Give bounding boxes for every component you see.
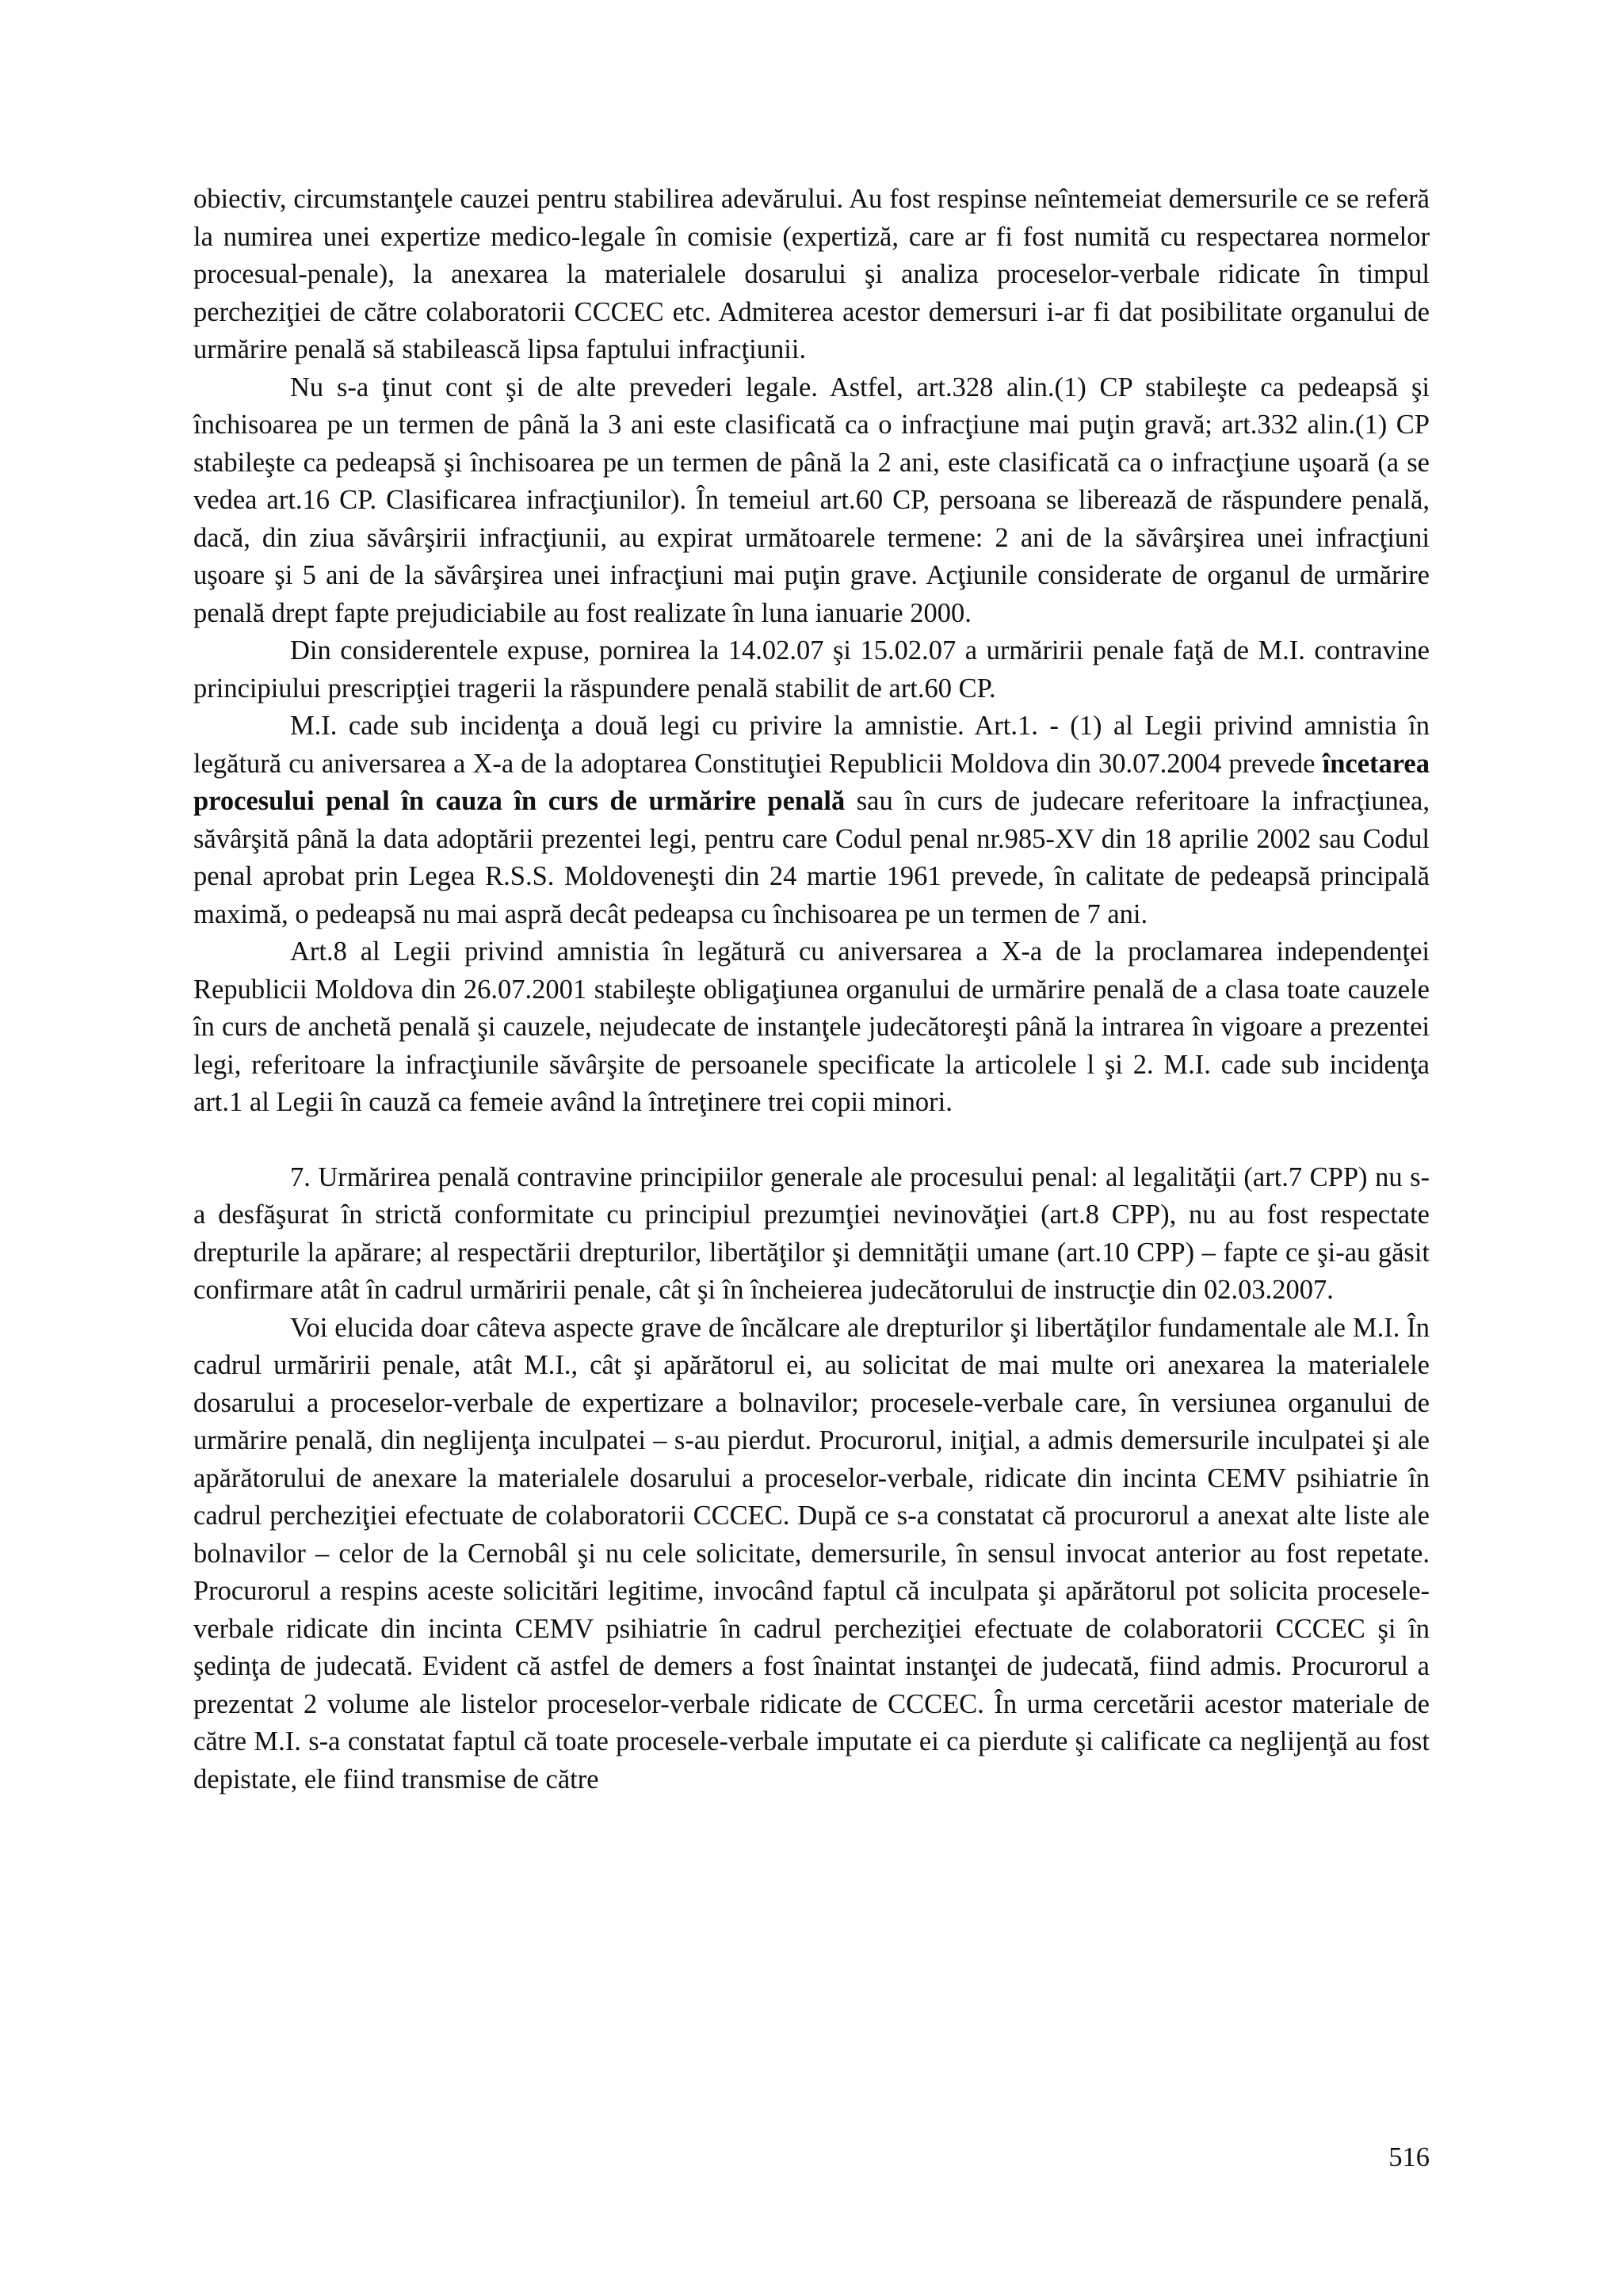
paragraph-6: 7. Urmărirea penală contravine principiilor generale ale procesului penal: al legalităţii (art.7 CPP) nu s-a desfăşurat în strictă conformitate cu principiul prezumţiei nevinovăţiei (art.8 CPP), nu au fost respectate drepturile la apărare; al respectării drepturilor, libertăţilor şi demnităţii umane (art.10 CPP) – fapte ce şi-au găsit confirmare atât în cadrul urmăririi penale, cât şi în încheierea judecătorului de instrucţie din 02.03.2007. <box>193 1161 1430 1305</box>
page-number: 516 <box>1388 2142 1430 2172</box>
document-body <box>193 181 1430 1798</box>
paragraph-2: Nu s-a ţinut cont şi de alte prevederi legale. Astfel, art.328 alin.(1) CP stabileşte ca pedeapsă şi închisoarea pe un termen de până la 3 ani este clasificată ca o infracţiune mai puţin gravă; art.332 alin.(1) CP stabileşte ca pedeapsă şi închisoarea pe un termen de până la 2 ani, este clasificată ca o infracţiune uşoară (a se vedea art.16 CP. Clasificarea infracţiunilor). În temeiul art.60 CP, persoana se liberează de răspundere penală, dacă, din ziua săvârşirii infracţiunii, au expirat următoarele termene: 2 ani de la săvârşirea unei infracţiuni uşoare şi 5 ani de la săvârşirea unei infracţiuni mai puţin grave. Acţiunile considerate de organul de urmărire penală drept fapte prejudiciabile au fost realizate în luna ianuarie 2000. <box>193 372 1430 628</box>
paragraph-5: Art.8 al Legii privind amnistia în legătură cu aniversarea a X-a de la proclamarea independenţei Republicii Moldova din 26.07.2001 stabileşte obligaţiunea organului de urmărire penală de a clasa toate cauzele în curs de anchetă penală şi cauzele, nejudecate de instanţele judecătoreşti până la intrarea în vigoare a prezentei legi, referitoare la infracţiunile săvârşite de persoanele specificate la articolele l şi 2. M.I. cade sub incidenţa art.1 al Legii în cauză ca femeie având la întreţinere trei copii minori. <box>193 936 1430 1117</box>
paragraph-4-text-before: M.I. cade sub incidenţa a două legi cu privire la amnistie. Art.1. - (1) al Legii privind amnistia în legătură cu aniversarea a X-a de la adoptarea Constituţiei Republicii Moldova din 30.07.2004 prevede <box>193 711 1430 779</box>
paragraph-7: Voi elucida doar câteva aspecte grave de încălcare ale drepturilor şi libertăţilor fundamentale ale M.I. În cadrul urmăririi penale, atât M.I., cât şi apărătorul ei, au solicitat de mai multe ori anexarea la materialele dosarului a proceselor-verbale de expertizare a bolnavilor; procesele-verbale care, în versiunea organului de urmărire penală, din neglijenţa inculpatei – s-au pierdut. Procurorul, iniţial, a admis demersurile inculpatei şi ale apărătorului de anexare la materialele dosarului a proceselor-verbale, ridicate din incinta CEMV psihiatrie în cadrul percheziţiei efectuate de colaboratorii CCCEC. După ce s-a constatat că procurorul a anexat alte liste ale bolnavilor – celor de la Cernobâl şi nu cele solicitate, demersurile, în sensul invocat anterior au fost repetate. Procurorul a respins aceste solicitări legitime, invocând faptul că inculpata şi apărătorul pot solicita procesele-verbale ridicate din incinta CEMV psihiatrie în cadrul percheziţiei efectuate de colaboratorii CCCEC şi în şedinţa de judecată. Evident că astfel de demers a fost înaintat instanţei de judecată, fiind admis. Procurorul a prezentat 2 volume ale listelor proceselor-verbale ridicate de CCCEC. În urma cercetării acestor materiale de către M.I. s-a constatat faptul că toate procesele-verbale imputate ei ca pierdute şi calificate ca neglijenţă au fost depistate, ele fiind transmise de către <box>193 1312 1430 1794</box>
paragraph-4-bold-phrase: încetarea procesului penal în cauza în curs de urmărire penală <box>193 748 1430 816</box>
paragraph-4 <box>193 707 1430 933</box>
paragraph-1: obiectiv, circumstanţele cauzei pentru stabilirea adevărului. Au fost respinse neîntemeiat demersurile ce se referă la numirea unei expertize medico-legale în comisie (expertiză, care ar fi fost numită cu respectarea normelor procesual-penale), la anexarea la materialele dosarului şi analiza proceselor-verbale ridicate în timpul percheziţiei de către colaboratorii CCCEC etc. Admiterea acestor demersuri i-ar fi dat posibilitate organului de urmărire penală să stabilească lipsa faptului infracţiunii. <box>193 184 1430 364</box>
paragraph-3: Din considerentele expuse, pornirea la 14.02.07 şi 15.02.07 a urmăririi penale faţă de M.I. contravine principiului prescripţiei tragerii la răspundere penală stabilit de art.60 CP. <box>193 635 1430 704</box>
paragraph-4-text-after: sau în curs de judecare referitoare la infracţiunea, săvârşită până la data adoptării prezentei legi, pentru care Codul penal nr.985-XV din 18 aprilie 2002 sau Codul penal aprobat prin Legea R.S.S. Moldoveneşti din 24 martie 1961 prevede, în calitate de pedeapsă principală maximă, o pedeapsă nu mai aspră decât pedeapsa cu închisoarea pe un termen de 7 ani. <box>193 786 1430 929</box>
